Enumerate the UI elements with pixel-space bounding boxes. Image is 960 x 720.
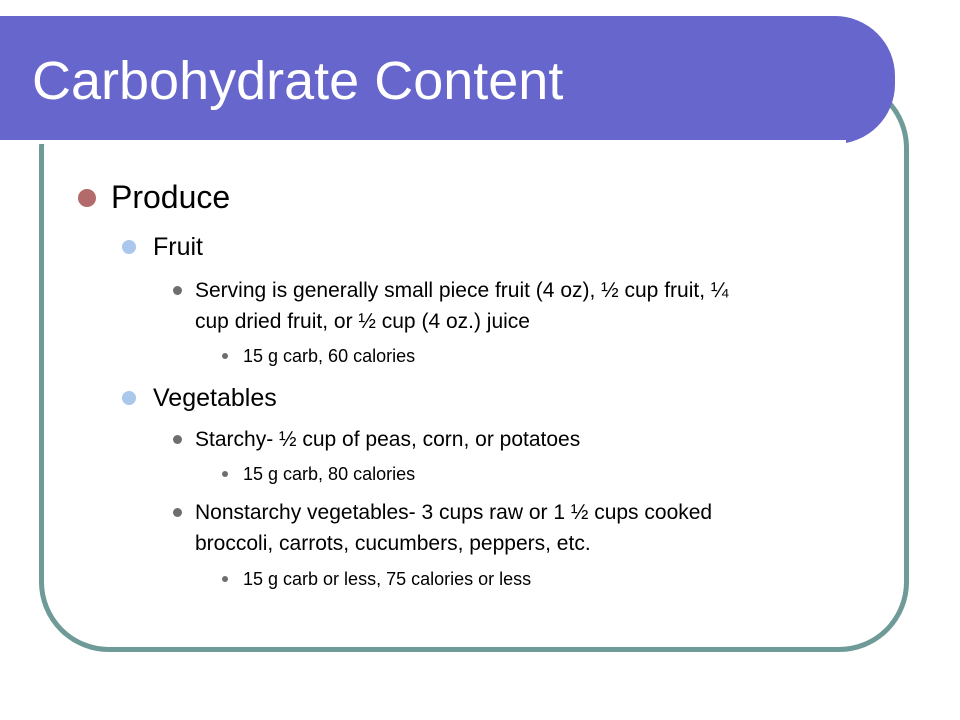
bullet-text-line-1: Nonstarchy vegetables- 3 cups raw or 1 ½ cups cooked: [195, 501, 713, 524]
bullet-dot-icon: [222, 353, 228, 359]
bullet-text: Starchy- ½ cup of peas, corn, or potatoes: [195, 428, 581, 451]
bullet-dot-icon: [122, 240, 136, 254]
bullet-dot-icon: [173, 508, 182, 517]
bullet-text: Fruit: [153, 233, 203, 261]
bullet-text: 15 g carb, 60 calories: [243, 346, 416, 366]
bullet-dot-icon: [122, 391, 136, 405]
bullet-text: 15 g carb, 80 calories: [243, 464, 416, 484]
bullet-text: Vegetables: [153, 384, 277, 412]
bullet-dot-icon: [173, 286, 182, 295]
bullet-dot-icon: [222, 576, 228, 582]
bullet-dot-icon: [173, 435, 182, 444]
bullet-text: 15 g carb or less, 75 calories or less: [243, 569, 532, 589]
bullet-text-line-2: broccoli, carrots, cucumbers, peppers, etc.: [195, 532, 591, 555]
bullet-dot-icon: [222, 471, 228, 477]
bullet-text: Produce: [111, 179, 231, 215]
bullet-text-line-2: cup dried fruit, or ½ cup (4 oz.) juice: [195, 310, 530, 333]
slide-title: Carbohydrate Content: [32, 51, 564, 111]
bullet-text-line-1: Serving is generally small piece fruit (4 oz), ½ cup fruit, ¼: [195, 279, 729, 302]
bullet-dot-icon: [78, 189, 96, 207]
